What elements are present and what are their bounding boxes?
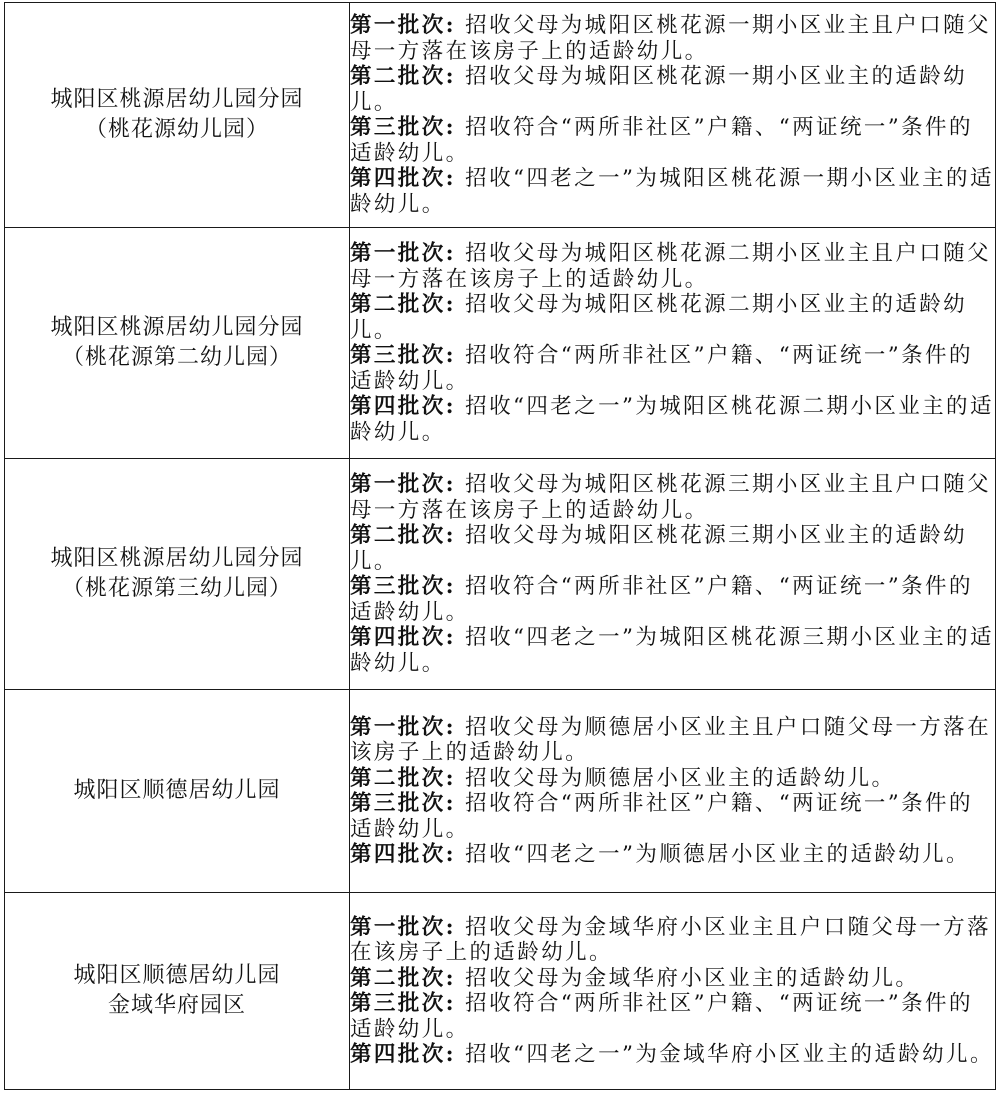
school-name-cell (5, 893, 350, 1090)
batch-text: 招收父母为金域华府小区业主的适龄幼儿。 (455, 965, 920, 991)
batch-rule (350, 991, 995, 1042)
batch-label: 第二批次: (350, 965, 456, 991)
batch-label: 第三批次: (350, 115, 456, 140)
batch-text: 招收“四老之一”为城阳区桃花源三期小区业主的适龄幼儿。 (350, 625, 994, 676)
batch-rule (350, 1042, 995, 1068)
batch-label: 第二批次: (350, 523, 456, 548)
batch-text: 招收父母为城阳区桃花源三期小区业主且户口随父母一方落在该房子上的适龄幼儿。 (350, 472, 991, 523)
school-name: 城阳区桃源居幼儿园分园 (50, 546, 304, 571)
batch-rules-cell (350, 690, 996, 893)
batch-text: 招收“四老之一”为顺德居小区业主的适龄幼儿。 (455, 842, 970, 867)
batch-rule (350, 842, 995, 868)
batch-label: 第三批次: (350, 991, 456, 1016)
school-name-cell (5, 690, 350, 893)
batch-text: 招收父母为城阳区桃花源二期小区业主且户口随父母一方落在该房子上的适龄幼儿。 (350, 241, 991, 292)
batch-text: 招收“四老之一”为城阳区桃花源一期小区业主的适龄幼儿。 (350, 166, 994, 217)
batch-rule (350, 472, 995, 523)
batch-label: 第二批次: (350, 292, 456, 317)
batch-label: 第一批次: (350, 241, 456, 266)
batch-text: 招收父母为城阳区桃花源一期小区业主且户口随父母一方落在该房子上的适龄幼儿。 (350, 13, 991, 64)
batch-rule (350, 574, 995, 625)
batch-text: 招收父母为城阳区桃花源三期小区业主的适龄幼儿。 (350, 523, 968, 574)
school-subname: （桃花源第三幼儿园） (61, 576, 292, 601)
batch-label: 第四批次: (350, 166, 456, 191)
table-row (5, 228, 996, 459)
batch-label: 第一批次: (350, 914, 456, 940)
batch-label: 第二批次: (350, 765, 456, 791)
school-name: 城阳区桃源居幼儿园分园 (50, 87, 304, 112)
batch-text: 招收符合“两所非社区”户籍、“两证统一”条件的适龄幼儿。 (350, 343, 973, 394)
school-name: 城阳区顺德居幼儿园 (73, 963, 281, 988)
batch-label: 第一批次: (350, 714, 456, 740)
batch-rule (350, 625, 995, 676)
batch-rule (350, 791, 995, 842)
batch-text: 招收父母为顺德居小区业主且户口随父母一方落在该房子上的适龄幼儿。 (350, 714, 991, 765)
batch-label: 第四批次: (350, 1042, 456, 1067)
batch-text: 招收符合“两所非社区”户籍、“两证统一”条件的适龄幼儿。 (350, 991, 973, 1042)
table-row (5, 3, 996, 228)
school-name: 城阳区顺德居幼儿园 (73, 778, 281, 803)
batch-text: 招收父母为城阳区桃花源一期小区业主的适龄幼儿。 (350, 64, 968, 115)
batch-rules-cell (350, 459, 996, 690)
batch-rule (350, 523, 995, 574)
school-name-cell (5, 228, 350, 459)
batch-rule (350, 166, 995, 217)
batch-rule (350, 292, 995, 343)
batch-text: 招收父母为城阳区桃花源二期小区业主的适龄幼儿。 (350, 292, 968, 343)
batch-rule (350, 13, 995, 64)
batch-label: 第四批次: (350, 394, 456, 419)
batch-label: 第二批次: (350, 64, 456, 89)
table-row (5, 893, 996, 1090)
school-subname: （桃花源第二幼儿园） (61, 345, 292, 370)
batch-rule (350, 394, 995, 445)
table-row (5, 459, 996, 690)
batch-label: 第一批次: (350, 472, 456, 497)
school-subname: 金域华府园区 (107, 993, 246, 1018)
batch-text: 招收符合“两所非社区”户籍、“两证统一”条件的适龄幼儿。 (350, 574, 973, 625)
batch-rules-cell (350, 3, 996, 228)
batch-text: 招收符合“两所非社区”户籍、“两证统一”条件的适龄幼儿。 (350, 791, 973, 842)
batch-label: 第三批次: (350, 574, 456, 599)
batch-label: 第四批次: (350, 842, 456, 867)
batch-text: 招收父母为金域华府小区业主且户口随父母一方落在该房子上的适龄幼儿。 (350, 914, 991, 965)
table-row (5, 690, 996, 893)
batch-rules-cell (350, 228, 996, 459)
batch-rule (350, 64, 995, 115)
batch-label: 第三批次: (350, 343, 456, 368)
batch-rule (350, 966, 995, 992)
school-subname: （桃花源幼儿园） (84, 117, 269, 142)
batch-rule (350, 343, 995, 394)
batch-text: 招收“四老之一”为金域华府小区业主的适龄幼儿。 (455, 1042, 994, 1067)
batch-text: 招收符合“两所非社区”户籍、“两证统一”条件的适龄幼儿。 (350, 115, 973, 166)
enrollment-table (4, 2, 996, 1090)
batch-label: 第三批次: (350, 791, 456, 816)
batch-rule (350, 241, 995, 292)
school-name: 城阳区桃源居幼儿园分园 (50, 315, 304, 340)
batch-text: 招收“四老之一”为城阳区桃花源二期小区业主的适龄幼儿。 (350, 394, 994, 445)
batch-text: 招收父母为顺德居小区业主的适龄幼儿。 (455, 765, 896, 791)
batch-rule (350, 766, 995, 792)
school-name-cell (5, 459, 350, 690)
batch-rule (350, 115, 995, 166)
batch-label: 第一批次: (350, 13, 456, 38)
batch-rule (350, 915, 995, 966)
batch-rules-cell (350, 893, 996, 1090)
batch-rule (350, 715, 995, 766)
school-name-cell (5, 3, 350, 228)
batch-label: 第四批次: (350, 625, 456, 650)
